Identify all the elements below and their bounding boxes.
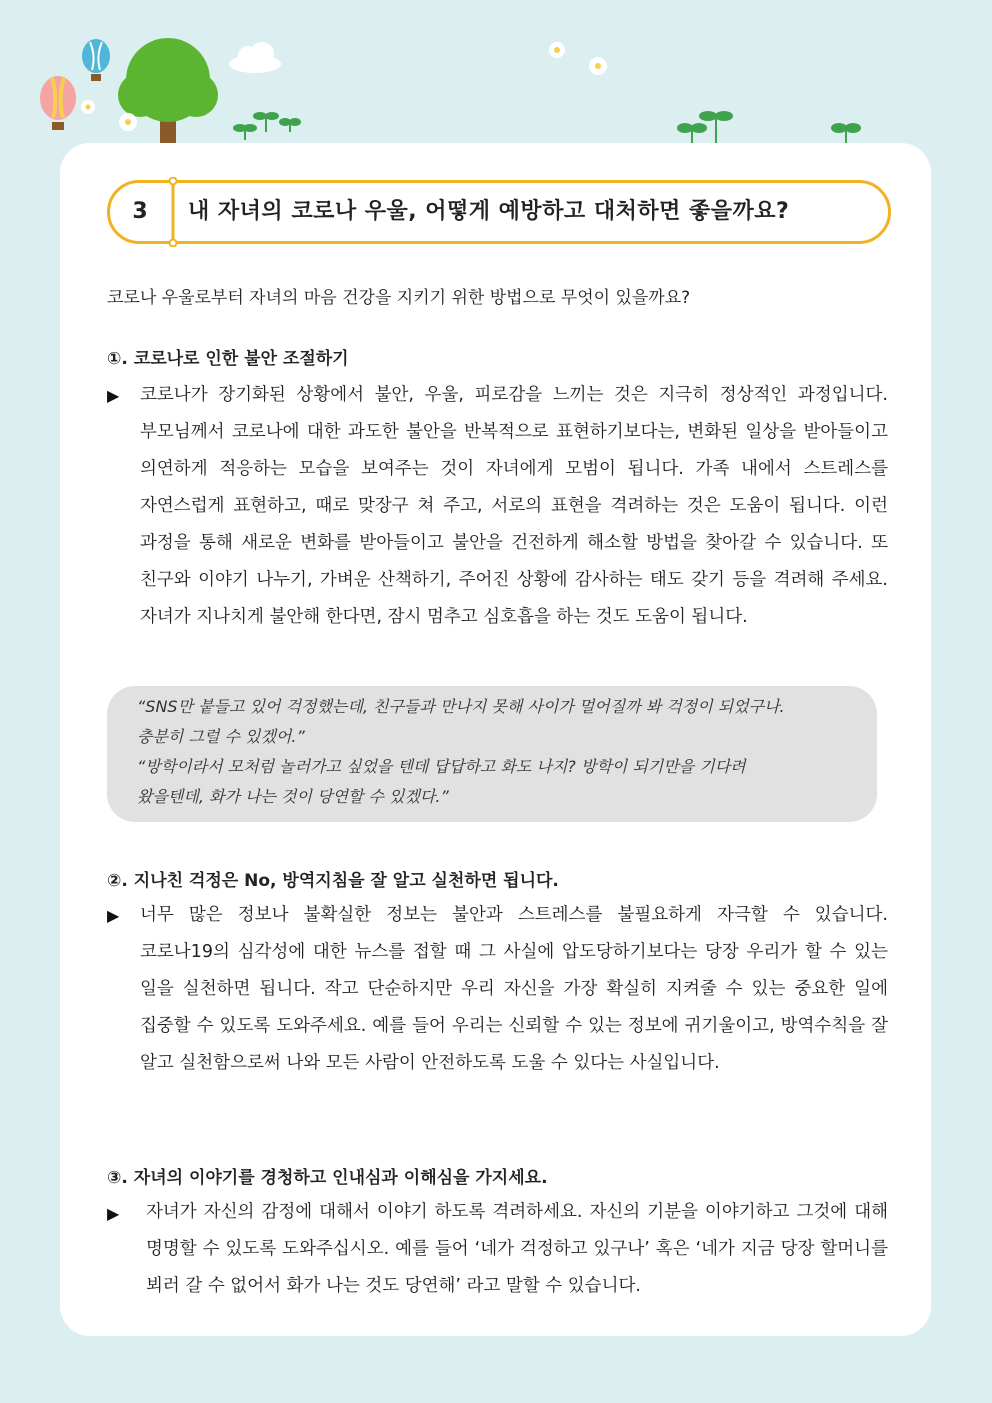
section-1-body: 코로나가 장기화된 상황에서 불안, 우울, 피로감을 느끼는 것은 지극히 정상적인 과정입니다. 부모님께서 코로나에 대한 과도한 불안을 반복적으로 표현하기보다는, 변화된 일상을 받아들이고 의연하게 적응하는 모습을 보여주는 것이 자녀에게 모범이 됩니다. 가족 내에서 스트레스를 자연스럽게 표현하고, 때로 맞장구 쳐 주고, 서로의 표현을 격려하는 것은 도움이 됩니다. 이런 과정을 통해 새로운 변화를 받아들이고 불안을 건전하게 해소할 방법을 찾아갈 수 있습니다. 또 친구와 이야기 나누기, 가벼운 산책하기, 주어진 상황에 감사하는 태도 갖기 등을 격려해 주세요. 자녀가 지나치게 불안해 한다면, 잠시 멈추고 심호흡을 하는 것도 도움이 됩니다. — [140, 385, 888, 627]
header-illustration — [0, 0, 992, 160]
title-divider-icon — [168, 177, 178, 247]
hot-air-balloon-icon — [40, 76, 76, 130]
quote-line: “방학이라서 모처럼 놀러가고 싶었을 텐데 답답하고 화도 나지? 방학이 되기만을 기다려 — [137, 757, 746, 776]
bullet-arrow-icon: ▶ — [107, 1204, 120, 1223]
content-card — [60, 143, 931, 1336]
sprout-icon — [234, 112, 860, 143]
bullet-arrow-icon: ▶ — [107, 906, 120, 925]
quote-box — [107, 686, 877, 822]
intro-text: 코로나 우울로부터 자녀의 마음 건강을 지키기 위한 방법으로 무엇이 있을까요? — [107, 288, 691, 308]
section-title-box — [107, 180, 891, 244]
section-3-body: 자녀가 자신의 감정에 대해서 이야기 하도록 격려하세요. 자신의 기분을 이야기하고 그것에 대해 명명할 수 있도록 도와주십시오. 예를 들어 ‘네가 걱정하고 있구나’ 혹은 ‘네가 지금 당장 할머니를 뵈러 갈 수 없어서 화가 나는 것도 당연해’ 라고 말할 수 있습니다. — [146, 1202, 888, 1296]
section-1-heading: ①. 코로나로 인한 불안 조절하기 — [107, 349, 349, 369]
bullet-arrow-icon: ▶ — [107, 386, 120, 405]
quote-line: “SNS만 붙들고 있어 걱정했는데, 친구들과 만나지 못해 사이가 멀어질까 봐 걱정이 되었구나. — [137, 697, 785, 716]
section-3-heading: ③. 자녀의 이야기를 경청하고 인내심과 이해심을 가지세요. — [107, 1168, 548, 1188]
hot-air-balloon-icon — [82, 39, 110, 81]
cloud-icon — [229, 42, 281, 73]
quote-line: 왔을텐데, 화가 나는 것이 당연할 수 있겠다.” — [137, 787, 449, 806]
quote-line: 충분히 그럴 수 있겠어.” — [137, 727, 305, 746]
section-2-heading: ②. 지나친 걱정은 No, 방역지침을 잘 알고 실천하면 됩니다. — [107, 871, 559, 891]
page-title: 내 자녀의 코로나 우울, 어떻게 예방하고 대처하면 좋을까요? — [188, 199, 790, 224]
section-number: 3 — [132, 199, 148, 224]
section-2-body: 너무 많은 정보나 불확실한 정보는 불안과 스트레스를 불필요하게 자극할 수 있습니다. 코로나19의 심각성에 대한 뉴스를 접할 때 그 사실에 압도당하기보다는 당장 우리가 할 수 있는 일을 실천하면 됩니다. 작고 단순하지만 우리 자신을 가장 확실히 지켜줄 수 있는 중요한 일에 집중할 수 있도록 도와주세요. 예를 들어 우리는 신뢰할 수 있는 정보에 귀기울이고, 방역수칙을 잘 알고 실천함으로써 나와 모든 사람이 안전하도록 도울 수 있다는 사실입니다. — [140, 905, 888, 1073]
